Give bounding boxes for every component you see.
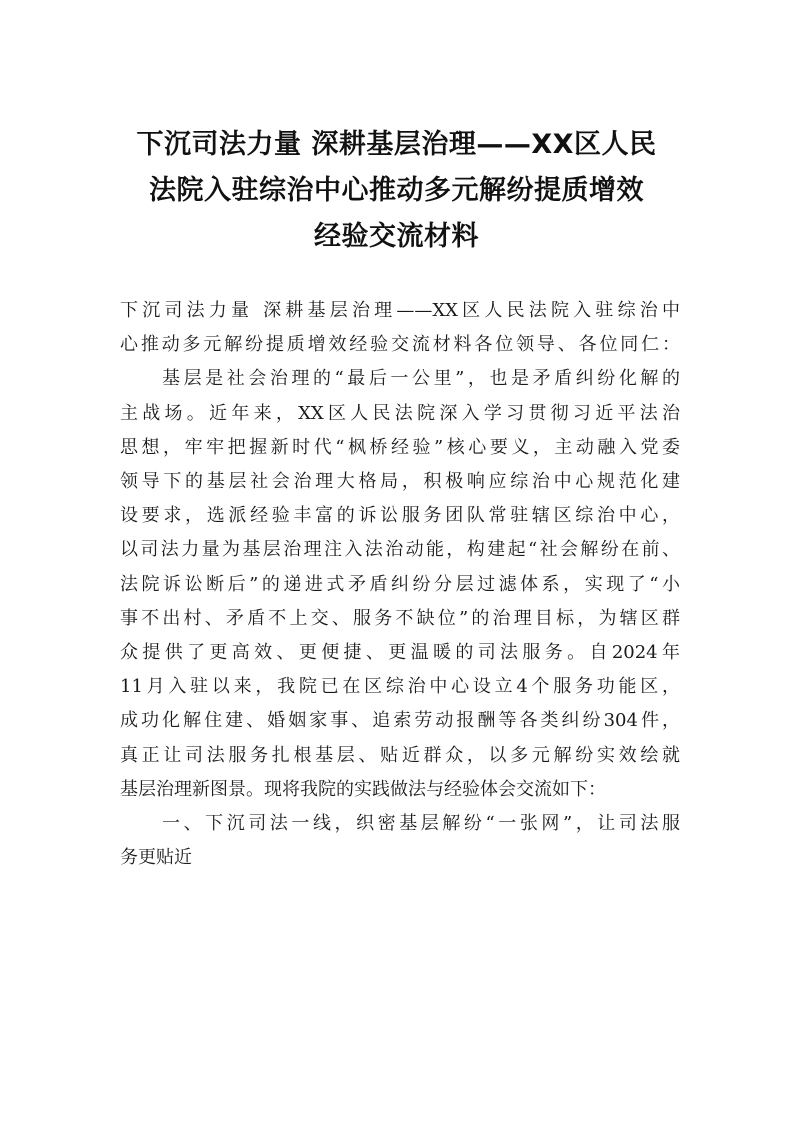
- body-line: 心推动多元解纷提质增效经验交流材料各位领导、各位同仁：: [120, 334, 680, 356]
- document-body: [120, 294, 680, 875]
- title-line-1: 下沉司法力量 深耕基层治理——XX区人民: [136, 129, 657, 160]
- body-line: 事不出村、矛盾不上交、服务不缺位”的治理目标，为辖区群: [120, 607, 680, 629]
- body-line: 基层治理新图景。现将我院的实践做法与经验体会交流如下：: [120, 778, 606, 800]
- body-line: 法院诉讼断后”的递进式矛盾纠纷分层过滤体系，实现了“小: [120, 573, 680, 595]
- body-line: 主战场。近年来，XX区人民法院深入学习贯彻习近平法治: [120, 402, 680, 424]
- body-line: 思想，牢牢把握新时代“枫桥经验”核心要义，主动融入党委: [120, 436, 680, 458]
- title-line-3: 经验交流材料: [314, 221, 479, 252]
- body-line: 设要求，选派经验丰富的诉讼服务团队常驻辖区综治中心，: [120, 505, 680, 527]
- document-title: [100, 122, 693, 260]
- body-line: 下沉司法力量 深耕基层治理——XX区人民法院入驻综治中: [120, 300, 680, 321]
- body-line: 众提供了更高效、更便捷、更温暖的司法服务。自2024年: [120, 642, 680, 664]
- body-line: 以司法力量为基层治理注入法治动能，构建起“社会解纷在前、: [120, 539, 680, 561]
- section-heading-line: 一、下沉司法一线，织密基层解纷“一张网”，让司法服: [162, 813, 680, 835]
- body-line: 领导下的基层社会治理大格局，积极响应综治中心规范化建: [120, 471, 680, 493]
- section-heading-line: 务更贴近: [120, 847, 192, 869]
- body-line: 成功化解住建、婚姻家事、追索劳动报酬等各类纠纷304件，: [120, 710, 680, 732]
- body-line: 真正让司法服务扎根基层、贴近群众，以多元解纷实效绘就: [120, 744, 680, 766]
- paragraph-first-line: 基层是社会治理的“最后一公里”，也是矛盾纠纷化解的: [162, 368, 680, 390]
- title-line-2: 法院入驻综治中心推动多元解纷提质增效: [149, 175, 644, 206]
- body-line: 11月入驻以来，我院已在区综治中心设立4个服务功能区，: [120, 676, 680, 698]
